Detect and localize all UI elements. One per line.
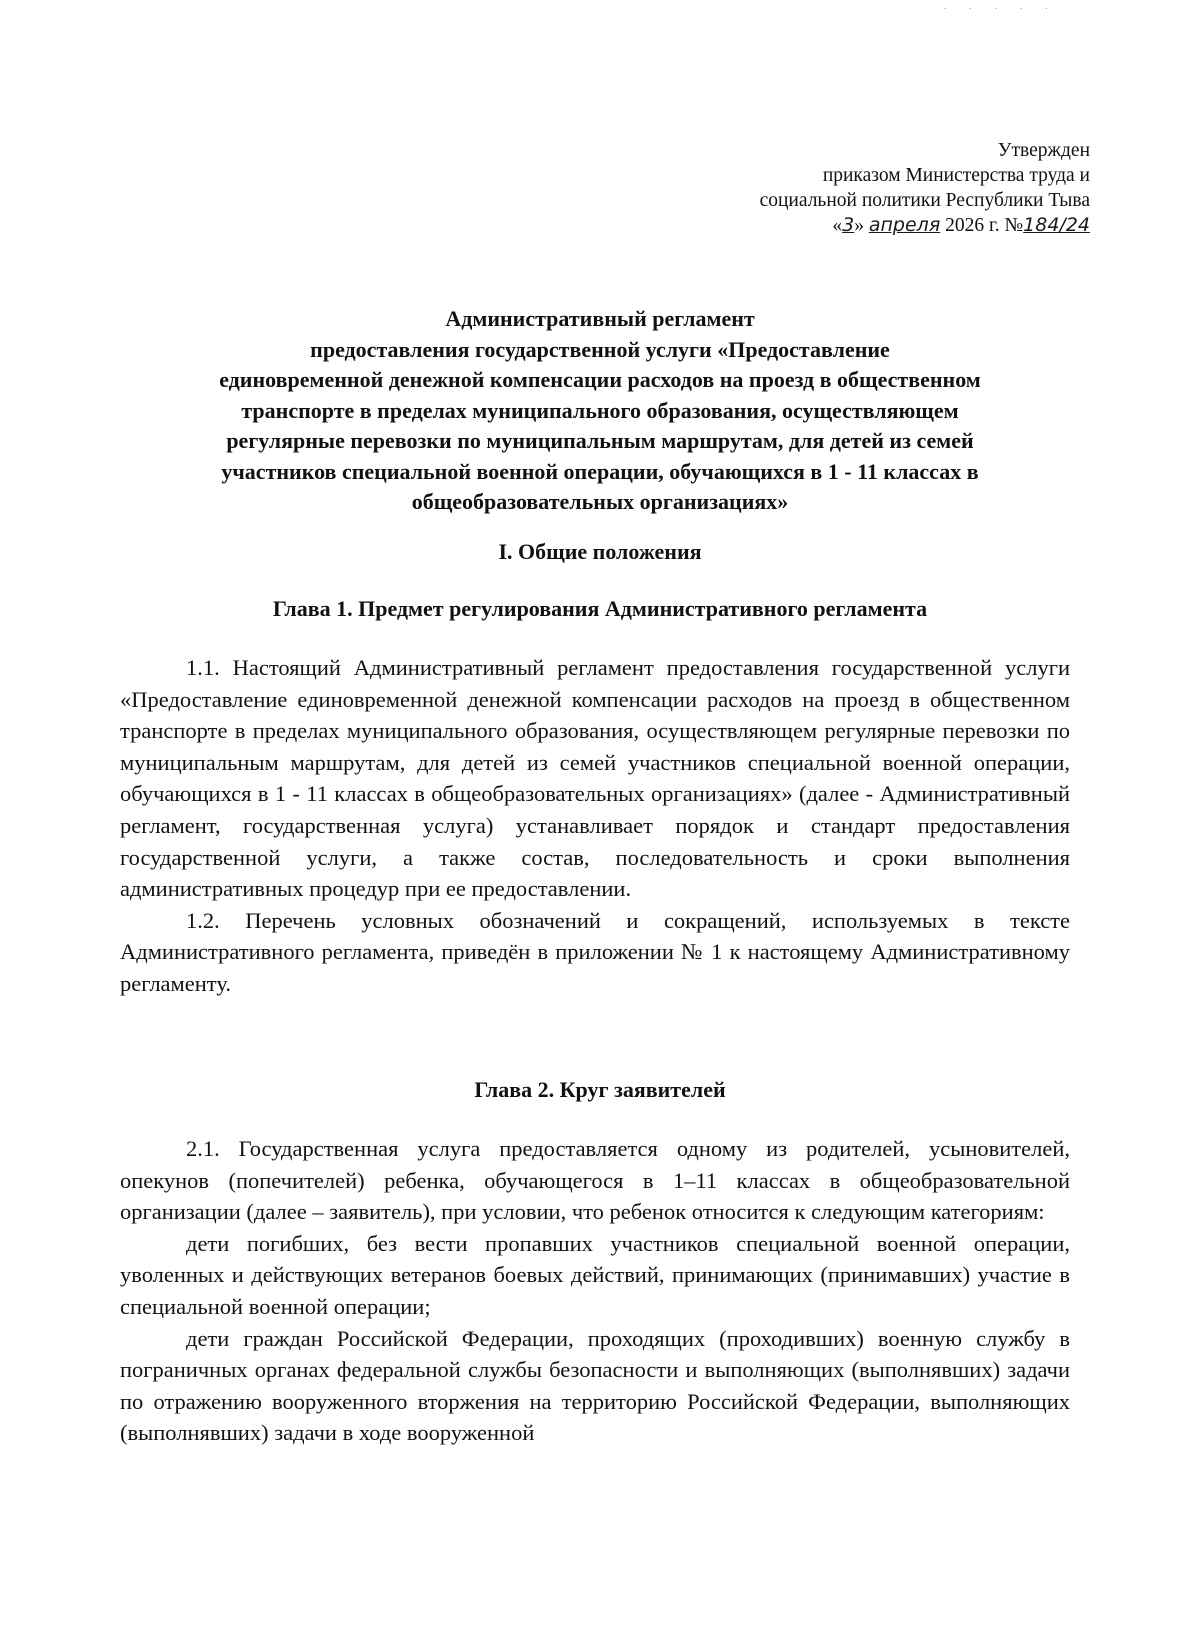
approval-date-line bbox=[760, 213, 1090, 238]
title-line-3: единовременной денежной компенсации расходов на проезд в общественном bbox=[219, 367, 981, 392]
section-1-heading: I. Общие положения bbox=[498, 539, 702, 564]
approval-stamp bbox=[760, 138, 1090, 238]
paragraph-1-1: 1.1. Настоящий Административный регламент предоставления государственной услуги «Предоставление единовременной денежной компенсации расходов на проезд в общественном транспорте в пределах муниципального образования, осуществляющем регулярные перевозки по муниципальным маршрутам, для детей из семей участников специальной военной операции, обучающихся в 1 - 11 классах в общеобразовательных организациях» (далее - Административный регламент, государственная услуга) устанавливает порядок и стандарт предоставления государственной услуги, а также состав, последовательность и сроки выполнения административных процедур при ее предоставлении. bbox=[120, 655, 1070, 902]
title-line-5: регулярные перевозки по муниципальным маршрутам, для детей из семей bbox=[226, 428, 974, 453]
title-line-1: Административный регламент bbox=[445, 306, 755, 331]
title-line-7: общеобразовательных организациях» bbox=[411, 489, 789, 514]
paragraph-2-category-1: дети погибших, без вести пропавших участников специальной военной операции, уволенных и действующих ветеранов боевых действий, принимающих (принимавших) участие в специальной военной операции; bbox=[120, 1230, 1070, 1319]
scan-artifact: ····· bbox=[943, 4, 1070, 15]
document-title bbox=[110, 304, 1090, 518]
approval-day: 3 bbox=[842, 214, 855, 236]
date-close-quote: » bbox=[854, 215, 864, 236]
title-line-6: участников специальной военной операции, обучающихся в 1 - 11 классах в bbox=[221, 458, 979, 484]
paragraph-1-2: 1.2. Перечень условных обозначений и сокращений, используемых в тексте Административного регламента, приведён в приложении № 1 к настоящему Административному регламенту. bbox=[120, 907, 1070, 996]
chapter-2-body bbox=[120, 1133, 1070, 1449]
approval-line-2: приказом Министерства труда и bbox=[822, 165, 1090, 186]
paragraph-2-1: 2.1. Государственная услуга предоставляется одному из родителей, усыновителей, опекунов (попечителей) ребенка, обучающегося в 1–11 классах в общеобразовательной организации (далее – заявитель), при условии, что ребенок относится к следующим категориям: bbox=[120, 1136, 1070, 1225]
approval-year: 2026 г. № bbox=[945, 215, 1024, 236]
chapter-2-heading: Глава 2. Круг заявителей bbox=[474, 1077, 726, 1102]
title-line-4: транспорте в пределах муниципального образования, осуществляющем bbox=[241, 397, 959, 423]
approval-line-3: социальной политики Республики Тыва bbox=[759, 190, 1090, 211]
paragraph-2-category-2: дети граждан Российской Федерации, проходящих (проходивших) военную службу в пограничных органах федеральной службы безопасности и выполняющих (выполнявших) задачи по отражению вооруженного вторжения на территорию Российской Федерации, выполняющих (выполнявших) задачи в ходе вооруженной bbox=[120, 1325, 1070, 1446]
approval-month: апреля bbox=[868, 214, 941, 236]
chapter-1-heading: Глава 1. Предмет регулирования Административного регламента bbox=[272, 596, 928, 621]
date-open-quote: « bbox=[832, 215, 843, 236]
title-line-2: предоставления государственной услуги «Предоставление bbox=[310, 336, 890, 362]
chapter-1-body bbox=[120, 652, 1070, 1000]
approval-line-1: Утвержден bbox=[997, 140, 1090, 161]
approval-order-number: 184/24 bbox=[1023, 214, 1090, 236]
